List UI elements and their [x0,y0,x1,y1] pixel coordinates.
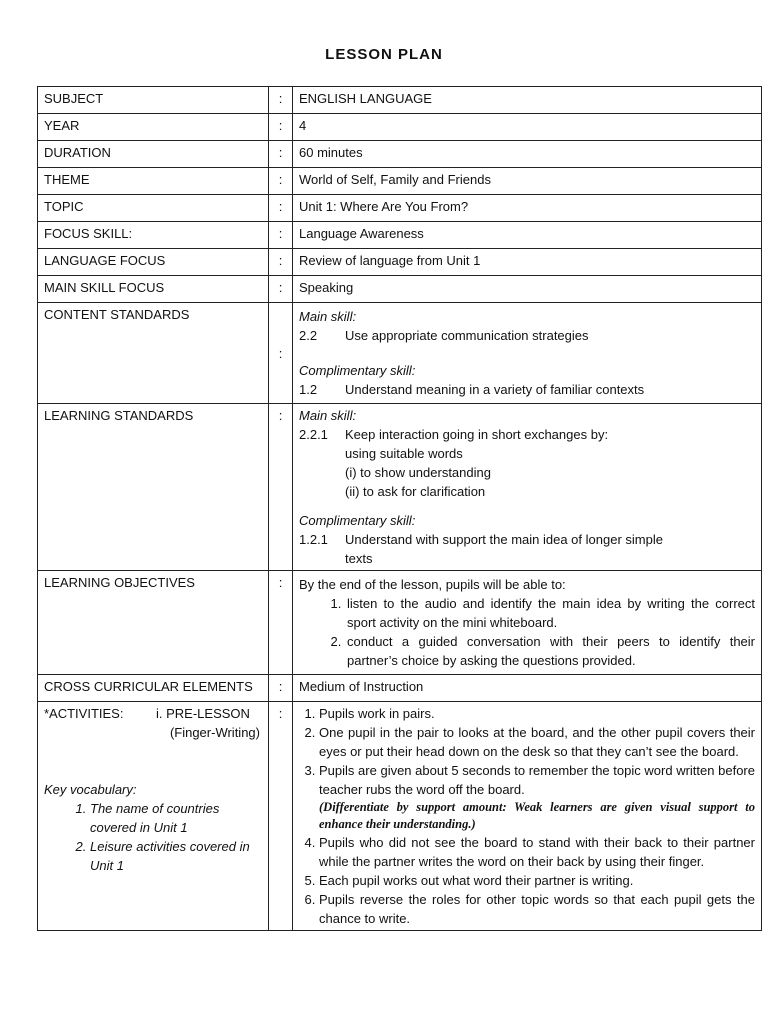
language-focus-value: Review of language from Unit 1 [293,249,762,276]
colon: : [269,571,293,675]
focus-skill-value: Language Awareness [293,222,762,249]
colon: : [269,675,293,702]
learning-objectives-value [293,571,762,675]
key-vocabulary-heading: Key vocabulary: [44,782,137,797]
row-theme [38,168,762,195]
row-main-skill-focus [38,276,762,303]
step-text: Pupils are given about 5 seconds to remember the topic word written before teacher rubs the word off the board. [319,763,755,797]
cross-curricular-value: Medium of Instruction [293,675,762,702]
row-learning-objectives [38,571,762,675]
colon: : [269,195,293,222]
list-item [319,761,755,833]
row-topic [38,195,762,222]
list-item: 6. Pupils reverse the roles for other topic words so that each pupil gets the chance to write. [319,890,755,928]
row-cross-curricular [38,675,762,702]
list-item: 2. conduct a guided conversation with their peers to identify their partner’s choice by asking the questions provided. [345,632,755,670]
activities-steps-cell [293,702,762,931]
key-vocabulary-list [44,799,262,875]
content-main-skill [299,326,755,345]
standard-text: Understand meaning in a variety of familiar contexts [345,382,645,397]
year-value: 4 [293,114,762,141]
list-item: 1. Pupils work in pairs. [319,704,755,723]
complimentary-skill-heading: Complimentary skill: [299,513,416,528]
colon: : [269,404,293,571]
colon: : [269,114,293,141]
theme-value: World of Self, Family and Friends [293,168,762,195]
colon: : [269,702,293,931]
main-skill-heading: Main skill: [299,408,357,423]
learning-standards-value [293,404,762,571]
colon: : [269,249,293,276]
learning-complimentary-skill [299,530,755,549]
colon: : [269,168,293,195]
focus-skill-label: FOCUS SKILL: [38,222,269,249]
colon: : [269,222,293,249]
list-item: 4. Pupils who did not see the board to stand with their back to their partner while the partner writes the word on their back by using their finger. [319,833,755,871]
standard-number: 2.2 [299,328,318,343]
year-label: YEAR [38,114,269,141]
activities-stage: i. PRE-LESSON [156,706,250,721]
list-item: 1. The name of countries covered in Unit 1 [90,799,262,837]
theme-label: THEME [38,168,269,195]
duration-label: DURATION [38,141,269,168]
content-complimentary-skill [299,380,755,399]
row-content-standards [38,303,762,404]
standard-sub-line: (i) to show understanding [345,465,491,480]
row-subject [38,87,762,114]
list-item: 2. Leisure activities covered in Unit 1 [90,837,262,875]
standard-number: 1.2 [299,382,318,397]
topic-value: Unit 1: Where Are You From? [293,195,762,222]
standard-text: Understand with support the main idea of longer simple [345,532,663,547]
main-skill-focus-label: MAIN SKILL FOCUS [38,276,269,303]
cross-curricular-label: CROSS CURRICULAR ELEMENTS [38,675,269,702]
objectives-intro: By the end of the lesson, pupils will be able to: [299,577,566,592]
row-learning-standards [38,404,762,571]
lesson-plan-table [37,86,762,931]
list-item: 1. listen to the audio and identify the main idea by writing the correct sport activity on the mini whiteboard. [345,594,755,632]
page-title: LESSON PLAN [325,46,443,63]
content-standards-label: CONTENT STANDARDS [38,303,269,404]
standard-text: Use appropriate communication strategies [345,328,589,343]
standard-text: Keep interaction going in short exchanges by: [345,427,609,442]
row-duration [38,141,762,168]
row-activities [38,702,762,931]
standard-sub-line: (ii) to ask for clarification [345,484,486,499]
learning-standards-label: LEARNING STANDARDS [38,404,269,571]
activities-label: *ACTIVITIES: [44,706,124,721]
subject-label: SUBJECT [38,87,269,114]
standard-number: 2.2.1 [299,427,328,442]
standard-sub-line: texts [345,551,373,566]
main-skill-focus-value: Speaking [293,276,762,303]
list-item: 5. Each pupil works out what word their partner is writing. [319,871,755,890]
main-skill-heading: Main skill: [299,309,357,324]
row-year [38,114,762,141]
colon: : [269,303,293,404]
duration-value: 60 minutes [293,141,762,168]
colon: : [269,87,293,114]
learning-objectives-label: LEARNING OBJECTIVES [38,571,269,675]
subject-value: ENGLISH LANGUAGE [293,87,762,114]
content-standards-value [293,303,762,404]
row-language-focus [38,249,762,276]
list-item: 2. One pupil in the pair to looks at the board, and the other pupil covers their eyes or put their head down on the desk so that they can’t see the board. [319,723,755,761]
activities-stage-sub: (Finger-Writing) [169,725,260,740]
row-focus-skill [38,222,762,249]
topic-label: TOPIC [38,195,269,222]
language-focus-label: LANGUAGE FOCUS [38,249,269,276]
activity-steps-list [299,704,755,928]
activities-heading [44,704,262,723]
colon: : [269,276,293,303]
standard-sub-line: using suitable words [345,446,463,461]
differentiate-note: (Differentiate by support amount: Weak learners are given visual support to enhance their understanding.) [319,800,755,831]
standard-number: 1.2.1 [299,532,328,547]
learning-main-skill [299,425,755,444]
activities-label-cell [38,702,269,931]
complimentary-skill-heading: Complimentary skill: [299,363,416,378]
objectives-list [299,594,755,670]
colon: : [269,141,293,168]
